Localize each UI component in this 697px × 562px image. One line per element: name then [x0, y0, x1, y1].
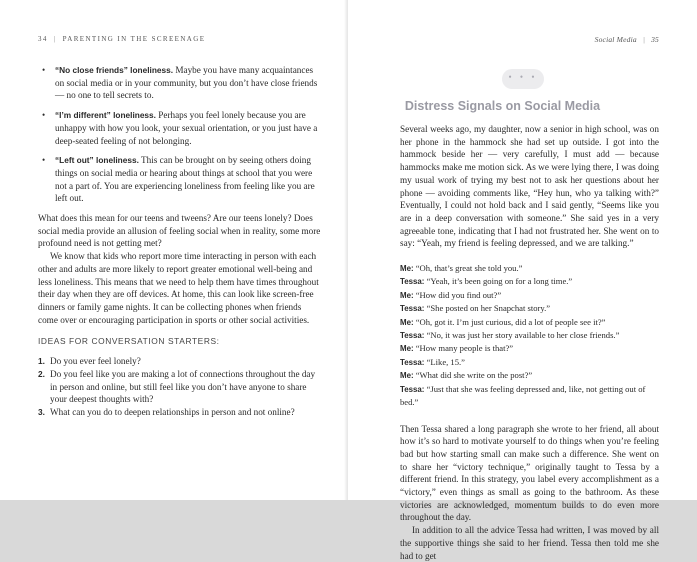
section-title: Distress Signals on Social Media	[404, 99, 601, 113]
dialog-line	[400, 275, 659, 288]
book-title: PARENTING IN THE SCREENAGE	[62, 35, 206, 43]
dialog-text: “Just that she was feeling depressed and, like, not getting out of bed.”	[400, 383, 646, 408]
conversation-starters-list	[38, 355, 322, 419]
running-head-right	[595, 35, 659, 44]
dialog-speaker: Tessa:	[400, 357, 425, 367]
list-item	[38, 64, 322, 102]
list-item-text: Perhaps you feel lonely because you are unhappy with how you look, your sexual orientation, or you just have a deep-seated feeling of not belonging.	[55, 110, 318, 146]
dialog-text: “How did you find out?”	[413, 289, 502, 300]
list-item-text: Do you feel like you are making a lot of connections throughout the day in person and online, but still feel like you don’t have anyone to share your deepest thoughts with?	[50, 369, 316, 405]
left-page-content	[38, 64, 322, 419]
body-paragraph: We know that kids who report more time interacting in person with each other and adults are more likely to report greater emotional well-being and less loneliness. This means that we need to help them have times throughout their day when they are off devices. At home, this can look like screen-free dinners or family game nights. It can be collecting phones when friends come over or encouraging participation in sports or other social activities.	[38, 251, 319, 325]
dialog-speaker: Tessa:	[400, 331, 425, 341]
list-item-number: 3.	[38, 407, 45, 418]
section-name: Social Media	[594, 35, 637, 44]
left-page	[0, 0, 346, 500]
list-item-term: “I’m different” loneliness.	[55, 110, 156, 121]
list-item-text: What can you do to deepen relationships in person and not online?	[50, 407, 295, 418]
list-item-term: “No close friends” loneliness.	[55, 65, 174, 75]
dialog-text: “No, it was just her story available to her close friends.”	[424, 330, 620, 341]
right-page-content	[400, 123, 659, 562]
list-item-term: “Left out” loneliness.	[55, 155, 139, 166]
list-item-number: 2.	[38, 369, 45, 380]
list-item	[38, 154, 322, 205]
list-item-text: Maybe you have many acquaintances on social media or in your community, but you don’t have close friends — no one to tell secrets to.	[55, 65, 318, 101]
dialog-line	[400, 329, 659, 342]
dialog-line	[400, 262, 659, 275]
page-number: 34	[38, 35, 48, 43]
dialog-line	[400, 316, 659, 329]
chat-bubble-icon	[502, 69, 544, 89]
page-number: 35	[651, 35, 659, 44]
list-item	[38, 368, 322, 406]
body-paragraph: Then Tessa shared a long paragraph she wrote to her friend, all about how it’s so hard to motivate yourself to do things when you’re feeling bad but how starting small can make such a difference. She went on to share her “victory technique,” originally taught to Tessa by a different friend. In this strategy, you label every accomplishment as a “victory,” even things as small as going to the bathroom. As these victories are acknowledged, momentum builds to do even more throughout the day.	[400, 423, 659, 523]
dialog-text: “Yeah, it’s been going on for a long time.”	[424, 276, 573, 287]
dialog-text: “How many people is that?”	[413, 343, 514, 354]
section-subheading: IDEAS FOR CONVERSATION STARTERS:	[38, 336, 220, 347]
header-separator: |	[642, 35, 646, 44]
dialog-speaker: Me:	[400, 290, 414, 300]
dialog-speaker: Tessa:	[400, 304, 425, 314]
dialog-speaker: Tessa:	[400, 277, 425, 287]
dialog-line	[400, 289, 659, 302]
dialog-text: “Oh, got it. I’m just curious, did a lot of people see it?”	[413, 316, 606, 327]
dialog-text: “She posted on her Snapchat story.”	[424, 303, 551, 314]
body-paragraph: Several weeks ago, my daughter, now a senior in high school, was on her phone in the hammock she had set up outside. I got into the hammock beside her — very carefully, I must add — because hammocks make me motion sick. As we were lying there, I was doing my usual work of trying my best not to ask her questions about her phone — avoiding comments like, “Hey hun, who ya talking with?” Eventually, I could not hold back and I said gently, “Seems like you are in a deep conversation with someone.” She said yes in a very agreeable tone, indicating that I had not frustrated her. She went on to say: “Yeah, my friend is feeling depressed, and we are talking.”	[400, 124, 659, 249]
dialog-speaker: Me:	[400, 371, 414, 381]
list-item	[38, 355, 322, 368]
list-item-number: 1.	[38, 356, 45, 367]
typing-dots-icon: • • •	[508, 72, 538, 82]
list-item	[38, 406, 322, 419]
dialog-transcript	[400, 262, 659, 408]
dialog-line	[400, 342, 659, 355]
loneliness-types-list	[38, 64, 322, 205]
list-item	[38, 109, 322, 147]
running-head-left	[38, 35, 205, 43]
dialog-speaker: Tessa:	[400, 384, 425, 394]
list-item-text: Do you ever feel lonely?	[50, 356, 141, 367]
body-paragraph: What does this mean for our teens and tweens? Are our teens lonely? Does social media provide an allusion of feeling social when in reality, some more profound need is not getting met?	[38, 213, 321, 249]
dialog-speaker: Me:	[400, 317, 414, 327]
dialog-line	[400, 302, 659, 315]
list-item-text: This can be brought on by seeing others doing things on social media or hearing about things at school that you were not a part of. You are experiencing loneliness from feeling like you are left out.	[55, 155, 315, 204]
body-paragraph: In addition to all the advice Tessa had written, I was moved by all the supportive things she said to her friend. Tessa then told me she had to get	[400, 525, 659, 561]
dialog-line	[400, 356, 659, 369]
header-separator: |	[53, 35, 57, 43]
dialog-line	[400, 383, 659, 409]
dialog-text: “Oh, that’s great she told you.”	[413, 263, 523, 274]
dialog-text: “Like, 15.”	[424, 356, 465, 367]
dialog-text: “What did she write on the post?”	[413, 370, 533, 381]
dialog-speaker: Me:	[400, 264, 414, 274]
dialog-speaker: Me:	[400, 344, 414, 354]
dialog-line	[400, 369, 659, 382]
